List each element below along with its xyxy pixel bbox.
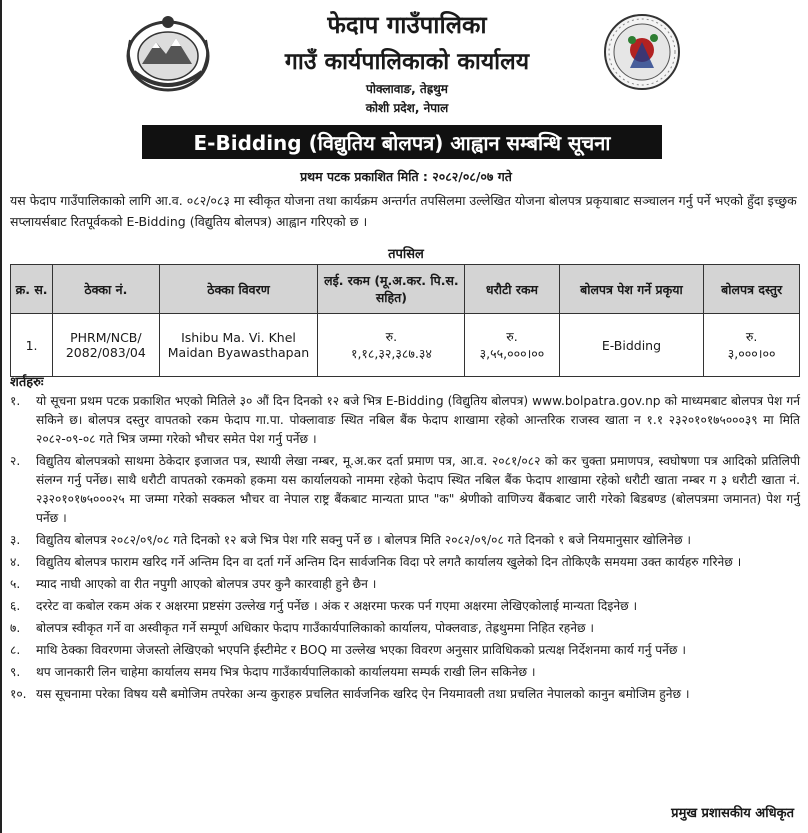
term-item	[10, 392, 800, 449]
table-header-row	[11, 265, 800, 314]
header-contract-no: ठेक्का नं.	[53, 265, 159, 314]
term-item	[10, 663, 800, 682]
term-text: विद्युतिय बोलपत्र २०८२/०९/०८ गते दिनको १२ बजे भित्र पेश गरि सक्नु पर्ने छ । बोलपत्र मिति २०८२/०९/०८ गते दिनको १ बजे नियमानुसार खोलिनेछ ।	[36, 533, 692, 547]
term-text: यो सूचना प्रथम पटक प्रकाशित भएको मितिले ३० औं दिन दिनको १२ बजे भित्र E-Bidding (विद्युतिय बोलपत्र) www.bolpatra.gov.np को माध्यमबाट बोलपत्र पेश गर्न सकिने छ। बोलपत्र दस्तुर वापतको रकम फेदाप गा.पा. पोक्लावाङ स्थित नबिल बैंक फेदाप शाखामा रहेको आन्तरिक राजस्व खाता न १.१ २३२०१०१७५०००३९ मा मिति २०८२-०९-०८ गते भित्र जम्मा गरेको भौचर समेत पेश गर्नु पर्नेछ ।	[36, 394, 800, 446]
table-row	[11, 314, 800, 377]
term-number: ७.	[10, 621, 21, 635]
term-text: बोलपत्र स्वीकृत गर्ने वा अस्वीकृत गर्ने सम्पूर्ण अधिकार फेदाप गाउँकार्यपालिकाको कार्यालय, पोक्लवाङ, तेह्रथुममा निहित रहनेछ ।	[36, 621, 595, 635]
term-item	[10, 553, 800, 572]
cell-fee	[704, 314, 800, 377]
signature-title: प्रमुख प्रशासकीय अधिकृत	[671, 806, 794, 821]
header-process: बोलपत्र पेश गर्ने प्रकृया	[559, 265, 704, 314]
term-number: ५.	[10, 577, 21, 591]
term-item	[10, 452, 800, 528]
term-number: ४.	[10, 555, 21, 569]
header	[2, 0, 808, 118]
terms-title: शर्तहरुः	[10, 375, 44, 390]
cell-contract-no: PHRM/NCB/ 2082/083/04	[53, 314, 159, 377]
term-item	[10, 597, 800, 616]
office-location: पोक्लावाङ, तेह्रथुम	[366, 82, 448, 96]
header-amount: लई. रकम (मू.अ.कर. पि.स. सहित)	[318, 265, 465, 314]
term-number: ३.	[10, 533, 21, 547]
office-name: गाउँ कार्यपालिकाको कार्यालय	[284, 49, 530, 75]
term-item	[10, 531, 800, 550]
term-item	[10, 685, 800, 704]
term-text: थप जानकारी लिन चाहेमा कार्यालय समय भित्र फेदाप गाउँकार्यपालिकाको कार्यालयमा सम्पर्क राखी लिन सकिनेछ ।	[36, 665, 536, 679]
amount-currency: रु.	[385, 329, 398, 344]
header-fee: बोलपत्र दस्तुर	[704, 265, 800, 314]
term-text: माथि ठेक्का विवरणमा जेजस्तो लेखिएको भएपनि ईस्टीमेट र BOQ मा उल्लेख भएका विवरण अनुसार प्राविधिकको प्रत्यक्ष निर्देशनमा कार्य गर्नु पर्नेछ ।	[36, 643, 686, 657]
publication-date: प्रथम पटक प्रकाशित मिति : २०८२/०८/०७ गते	[300, 169, 512, 184]
cell-description: Ishibu Ma. Vi. Khel Maidan Byawasthapan	[159, 314, 318, 377]
amount-value: १,१८,३२,३८७.३४	[350, 346, 432, 361]
header-sn: क्र. स.	[11, 265, 53, 314]
term-item	[10, 641, 800, 660]
term-number: २.	[10, 454, 21, 468]
intro-paragraph: यस फेदाप गाउँपालिकाको लागि आ.व. ०८२/०८३ मा स्वीकृत योजना तथा कार्यक्रम अन्तर्गत तपसिलमा उल्लेखित योजना बोलपत्र प्रकृयाबाट सञ्चालन गर्नु पर्ने भएको हुँदा इच्छुक सप्लायर्सबाट रितपूर्वकको E-Bidding (विद्युतिय बोलपत्र) आह्वान गरिएको छ ।	[10, 193, 797, 229]
fee-value: ३,०००।००	[727, 346, 776, 361]
term-number: १.	[10, 394, 21, 408]
table-title: तपसिल	[388, 247, 424, 262]
municipality-seal-logo	[602, 12, 682, 92]
term-text: म्याद नाघी आएको वा रीत नपुगी आएको बोलपत्र उपर कुनै कारवाही हुने छैन ।	[36, 577, 377, 591]
cell-sn: 1.	[11, 314, 53, 377]
notice-title: E-Bidding (विद्युतिय बोलपत्र) आह्वान सम्बन्धि सूचना	[142, 125, 662, 159]
cell-process: E-Bidding	[559, 314, 704, 377]
office-province: कोशी प्रदेश, नेपाल	[365, 101, 449, 115]
header-deposit: धरौटी रकम	[465, 265, 559, 314]
term-number: ८.	[10, 643, 21, 657]
header-description: ठेक्का विवरण	[159, 265, 318, 314]
cell-deposit	[465, 314, 559, 377]
deposit-value: ३,५५,०००।००	[479, 346, 545, 361]
term-number: ६.	[10, 599, 21, 613]
term-number: ९.	[10, 665, 21, 679]
term-text: विद्युतिय बोलपत्रको साथमा ठेकेदार इजाजत पत्र, स्थायी लेखा नम्बर, मू.अ.कर दर्ता प्रमाण पत्र, आ.व. २०८१/०८२ को कर चुक्ता प्रमाणपत्र, स्वघोषणा पत्र आदिको प्रतिलिपी संलग्न गर्नु पर्नेछ। साथै धरौटी वापतको रकमको हकमा यस कार्यालयको नाममा रहेको फेदाप स्थित नबिल बैंक फेदाप शाखामा रहेको धरौटी खाता नम्बर ग ३ धरौटी खाता नं. २३२०१०१७५०००२५ मा जम्मा गरेको सक्कल भौचर वा नेपाल राष्ट्र बैंकबाट मान्यता प्राप्त "क" श्रेणीको वाणिज्य बैंकबाट जारी गरेको बिडबण्ड (बोलपत्रमा जमानत) पेश गर्नु पर्नेछ ।	[36, 454, 800, 525]
term-item	[10, 575, 800, 594]
cell-amount	[318, 314, 465, 377]
fee-currency: रु.	[745, 329, 758, 344]
municipality-name: फेदाप गाउँपालिका	[327, 11, 487, 39]
term-item	[10, 619, 800, 638]
nepal-emblem-logo	[122, 12, 214, 94]
terms-list	[10, 392, 800, 707]
term-text: दररेट वा कबोल रकम अंक र अक्षरमा प्रष्टसंग उल्लेख गर्नु पर्नेछ । अंक र अक्षरमा फरक पर्न गएमा अक्षरमा लेखिएकोलाई मान्यता दिइनेछ ।	[36, 599, 638, 613]
term-text: यस सूचनामा परेका विषय यसै बमोजिम तपरेका अन्य कुराहरु प्रचलित सार्वजनिक खरिद ऐन नियमावली तथा प्रचलित नेपालको कानुन बमोजिम हुनेछ ।	[36, 687, 690, 701]
deposit-currency: रु.	[506, 329, 518, 344]
term-text: विद्युतिय बोलपत्र फाराम खरिद गर्ने अन्तिम दिन वा दर्ता गर्ने अन्तिम दिन सार्वजनिक विदा परे लगतै कार्यालय खुलेको दिन तोकिएकै समयमा उक्त कार्यहरु गरिनेछ ।	[36, 555, 742, 569]
tender-table	[10, 264, 800, 377]
term-number: १०.	[10, 687, 27, 701]
